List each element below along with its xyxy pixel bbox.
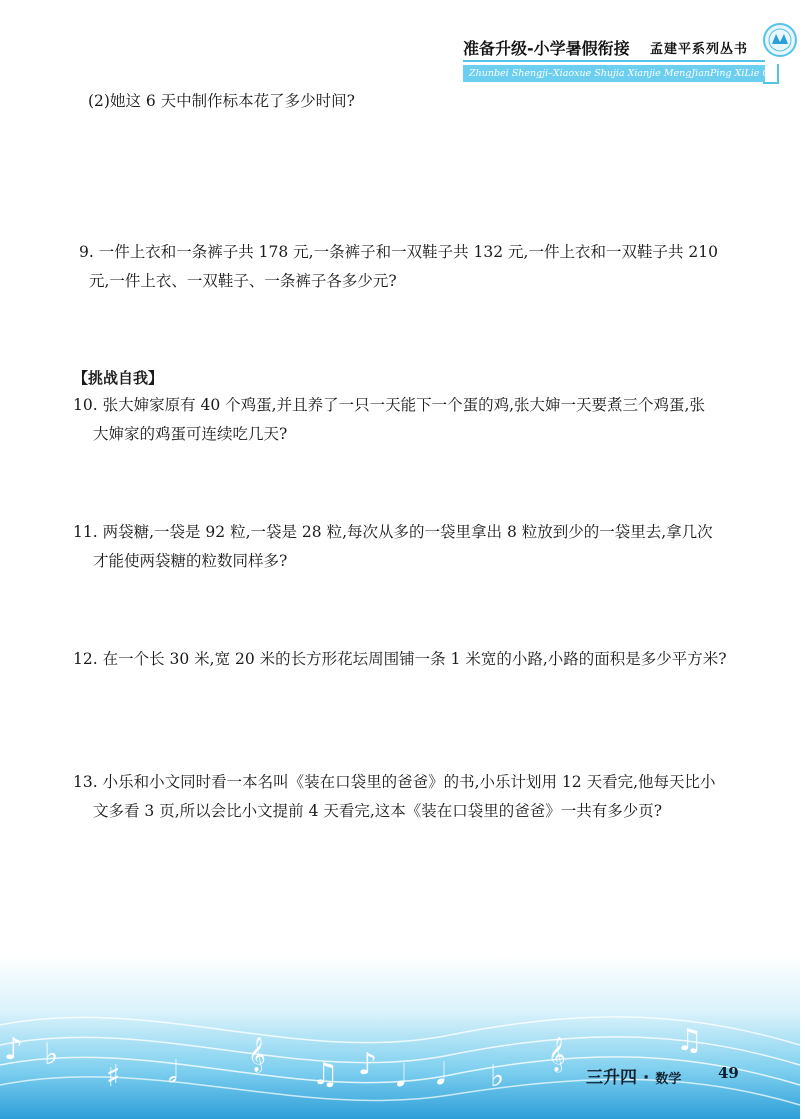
half-note-icon: 𝅗𝅥 xyxy=(168,1055,178,1090)
footer-grade-subject xyxy=(586,1063,681,1088)
header-title: 准备升级-小学暑假衔接 xyxy=(463,39,630,58)
header-bracket xyxy=(763,64,779,84)
question-line: 11. 两袋糖,一袋是 92 粒,一袋是 28 粒,每次从多的一袋里拿出 8 粒放到少的一袋里去,拿几次 xyxy=(73,523,713,541)
question-13 xyxy=(73,768,716,826)
header-pinyin: Zhunbei Shengji–Xiaoxue Shujia Xianjie MengJianPing XiLie Congshu xyxy=(463,65,765,82)
question-10 xyxy=(73,391,705,449)
section-title: 【挑战自我】 xyxy=(73,369,164,387)
music-note-icon: ♪ xyxy=(4,1032,24,1067)
question-line: 文多看 3 页,所以会比小文提前 4 天看完,这本《装在口袋里的爸爸》一共有多少页? xyxy=(93,802,663,820)
question-line: 10. 张大婶家原有 40 个鸡蛋,并且养了一只一天能下一个蛋的鸡,张大婶一天要煮三个鸡蛋,张 xyxy=(73,396,705,414)
question-line: 大婶家的鸡蛋可连续吃几天? xyxy=(93,425,288,443)
subject-label: 数学 xyxy=(655,1072,682,1087)
question-line: (2)她这 6 天中制作标本花了多少时间? xyxy=(88,92,355,110)
header-series: 孟建平系列丛书 xyxy=(650,42,749,57)
sharp-icon: ♯ xyxy=(106,1059,121,1094)
treble-clef-icon: 𝄞 xyxy=(248,1037,266,1072)
quarter-note-icon: 𝅘𝅥 xyxy=(396,1059,406,1094)
page-number: 49 xyxy=(718,1064,739,1082)
question-11 xyxy=(73,518,713,576)
question-line: 9. 一件上衣和一条裤子共 178 元,一条裤子和一双鞋子共 132 元,一件上衣和一双鞋子共 210 xyxy=(79,243,718,261)
question-line: 13. 小乐和小文同时看一本名叫《装在口袋里的爸爸》的书,小乐计划用 12 天看完,他每天比小 xyxy=(73,773,716,791)
header-divider xyxy=(463,60,765,62)
music-note-icon: ♪ xyxy=(358,1047,378,1082)
flat-icon: ♭ xyxy=(490,1059,505,1094)
question-12 xyxy=(73,645,727,674)
beamed-notes-icon: ♫ xyxy=(312,1057,339,1092)
beamed-notes-icon: ♫ xyxy=(676,1023,703,1058)
question-9 xyxy=(79,238,718,296)
question-line: 才能使两袋糖的粒数同样多? xyxy=(93,552,288,570)
quarter-note-icon: 𝅘𝅥 xyxy=(436,1057,446,1092)
treble-clef-icon: 𝄞 xyxy=(548,1037,566,1072)
flat-icon: ♭ xyxy=(44,1037,59,1072)
grade-label: 三升四 xyxy=(586,1068,637,1088)
question-line: 元,一件上衣、一双鞋子、一条裤子各多少元? xyxy=(89,272,397,290)
publisher-logo-icon xyxy=(762,20,798,66)
separator-dot: · xyxy=(642,1068,650,1088)
question-8-part-2 xyxy=(88,87,355,116)
question-line: 12. 在一个长 30 米,宽 20 米的长方形花坛周围铺一条 1 米宽的小路,小路的面积是多少平方米? xyxy=(73,650,727,668)
